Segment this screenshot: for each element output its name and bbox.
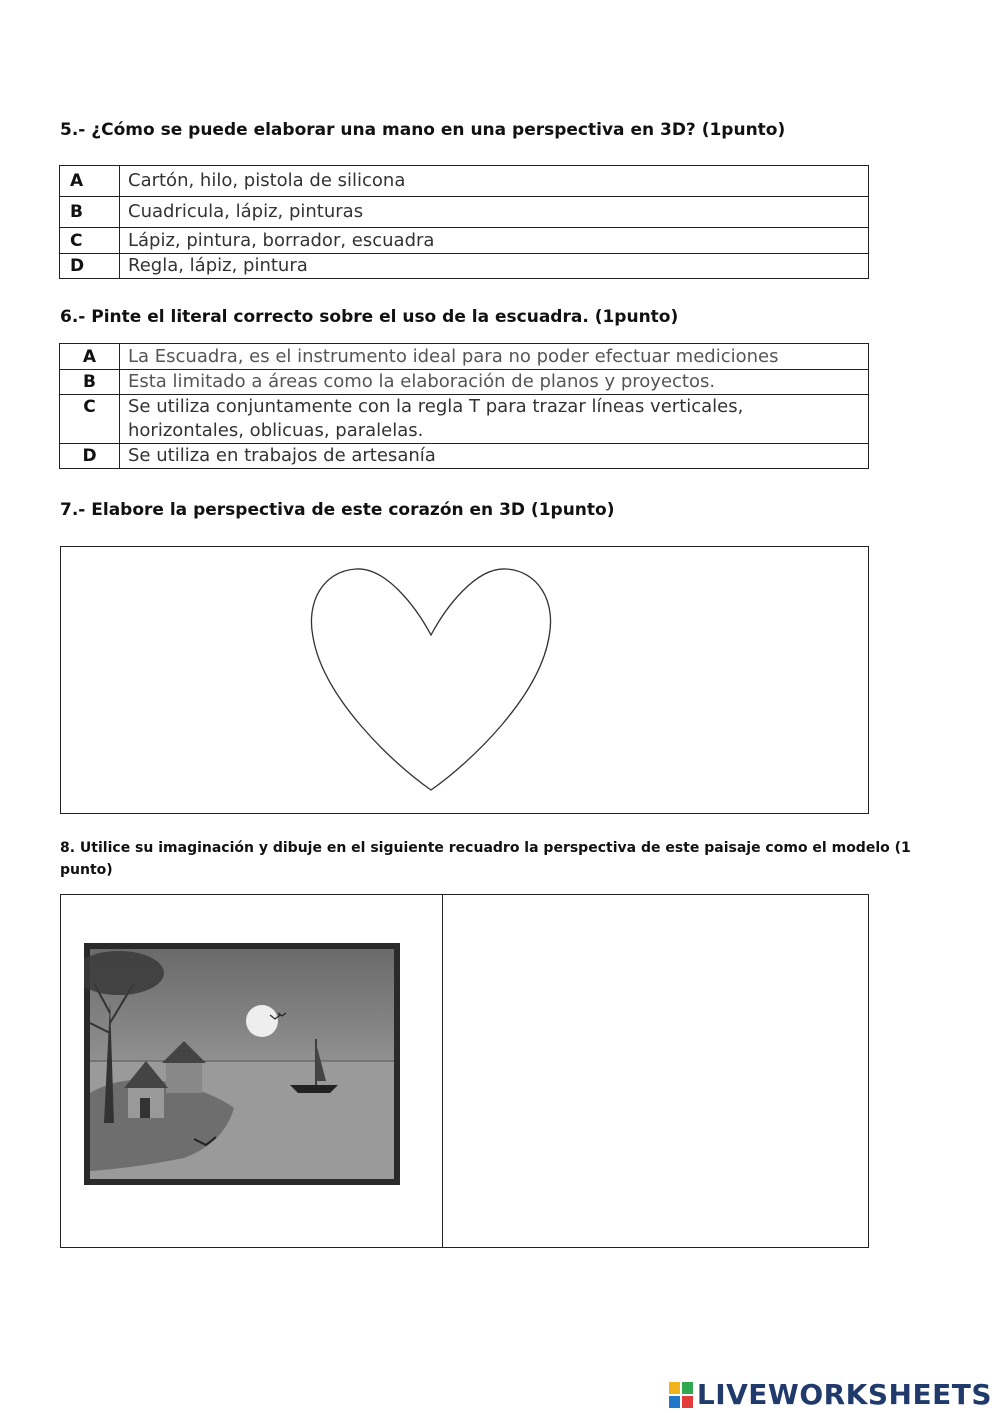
option-text: Regla, lápiz, pintura <box>120 254 869 279</box>
option-letter: A <box>60 166 120 197</box>
q5-options-table <box>59 165 869 279</box>
q7-title: 7.- Elabore la perspectiva de este corazón en 3D (1punto) <box>60 500 615 520</box>
q6-options-table <box>59 343 869 469</box>
liveworksheets-logo <box>669 1378 992 1411</box>
q6-title: 6.- Pinte el literal correcto sobre el uso de la escuadra. (1punto) <box>60 307 679 327</box>
option-letter: A <box>60 344 120 370</box>
liveworksheets-logo-icon <box>669 1382 693 1408</box>
option-letter: C <box>60 395 120 444</box>
option-text: Esta limitado a áreas como la elaboración de planos y proyectos. <box>120 370 869 395</box>
q5-option-d[interactable] <box>60 254 869 279</box>
option-text: Lápiz, pintura, borrador, escuadra <box>120 228 869 254</box>
heart-drawing-box[interactable] <box>60 546 869 814</box>
q5-title: 5.- ¿Cómo se puede elaborar una mano en una perspectiva en 3D? (1punto) <box>60 120 786 140</box>
q6-option-c[interactable] <box>60 395 869 444</box>
option-letter: B <box>60 370 120 395</box>
liveworksheets-logo-text: LIVEWORKSHEETS <box>696 1378 992 1411</box>
q6-option-d[interactable] <box>60 444 869 469</box>
option-letter: C <box>60 228 120 254</box>
option-text: Cuadricula, lápiz, pinturas <box>120 197 869 228</box>
option-letter: D <box>60 444 120 469</box>
landscape-model-image <box>84 943 400 1185</box>
option-text: Se utiliza conjuntamente con la regla T para trazar líneas verticales, horizontales, oblicuas, paralelas. <box>120 395 869 444</box>
q5-option-a[interactable] <box>60 166 869 197</box>
option-letter: D <box>60 254 120 279</box>
option-text: Cartón, hilo, pistola de silicona <box>120 166 869 197</box>
option-text: La Escuadra, es el instrumento ideal para no poder efectuar mediciones <box>120 344 869 370</box>
q6-option-b[interactable] <box>60 370 869 395</box>
option-letter: B <box>60 197 120 228</box>
box-divider <box>442 895 443 1247</box>
heart-outline <box>61 547 870 815</box>
option-text: Se utiliza en trabajos de artesanía <box>120 444 869 469</box>
q5-option-c[interactable] <box>60 228 869 254</box>
q6-option-a[interactable] <box>60 344 869 370</box>
q8-title: 8. Utilice su imaginación y dibuje en el siguiente recuadro la perspectiva de este paisaje como el modelo (1 punto) <box>60 840 911 878</box>
q5-option-b[interactable] <box>60 197 869 228</box>
landscape-box <box>60 894 869 1248</box>
